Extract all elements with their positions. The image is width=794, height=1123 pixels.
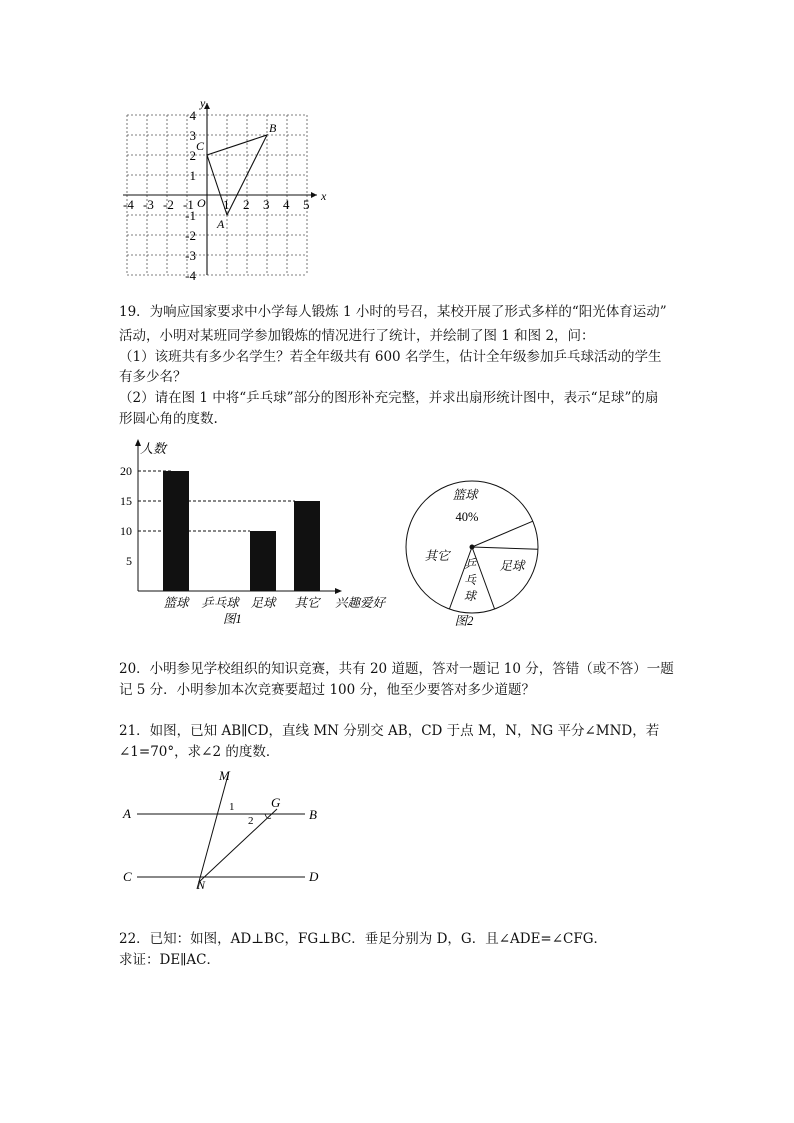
line-ng: [199, 809, 277, 882]
triangle-abc: [196, 121, 277, 231]
pie-label-pingpong-char: 乓: [463, 573, 477, 587]
pie-label-football: 足球: [499, 559, 525, 573]
bar-chart-figure1: [110, 436, 395, 636]
label-d: D: [309, 869, 319, 884]
line-mn: [197, 775, 228, 889]
pie-chart-labels: [424, 488, 526, 628]
q21-line2: ∠1=70°，求∠2 的度数．: [119, 744, 280, 760]
x-tick-label: -1: [183, 197, 194, 212]
pie-chart-title: 图2: [454, 614, 474, 628]
pie-label-basketball: 篮球: [452, 488, 478, 502]
bar-2: [250, 531, 276, 591]
label-n: N: [197, 878, 206, 892]
label-angle-2: 2: [248, 815, 254, 827]
label-a: A: [123, 806, 131, 821]
y-tick-label: 4: [189, 108, 196, 123]
point-b-label: B: [269, 121, 277, 135]
x-tick-label: -4: [123, 197, 134, 212]
q20-line1: 20．小明参见学校组织的知识竞赛，共有 20 道题，答对一题记 10 分，答错（或不答）一题: [119, 661, 674, 677]
x-axis-label: x: [321, 189, 327, 203]
point-a-label: A: [217, 217, 225, 231]
coordinate-grid-figure: [110, 92, 330, 287]
q19-line2: 活动，小明对某班同学参加锻炼的情况进行了统计，并绘制了图 1 和图 2，问：: [119, 328, 595, 344]
label-g: G: [271, 795, 281, 810]
y-tick-label: -2: [185, 228, 196, 243]
pie-label-pingpong-char: 乒: [463, 557, 477, 571]
pie-label-basketball-percent: 40%: [455, 510, 479, 524]
q19-line4: 有多少名？: [119, 369, 187, 385]
label-angle-1: 1: [229, 801, 235, 813]
bar-y-tick-label: 20: [120, 464, 132, 478]
pie-label-pingpong: [464, 557, 478, 603]
pie-center: [470, 545, 475, 550]
bar-chart-bars: [163, 471, 320, 591]
q19-line6: 形圆心角的度数.: [119, 411, 218, 427]
label-m: M: [219, 768, 230, 783]
label-b: B: [309, 807, 317, 822]
bar-category-label: 篮球: [163, 596, 189, 610]
y-axis-label: y: [200, 96, 206, 110]
x-tick-label: -3: [143, 197, 154, 212]
bar-y-tick-label: 15: [120, 494, 132, 508]
bar-y-tick-label: 5: [126, 554, 132, 568]
q19-line1: 19．为响应国家要求中小学每人锻炼 1 小时的号召，某校开展了形式多样的“阳光体育运动”: [119, 304, 667, 320]
pie-label-pingpong-char: 球: [463, 589, 477, 603]
y-tick-label: 3: [189, 128, 196, 143]
bar-y-tick-label: 10: [120, 524, 132, 538]
q19-line3: （1）该班共有多少名学生？若全年级共有 600 名学生，估计全年级参加乒乓球活动的学生: [119, 349, 662, 365]
y-tick-label: -3: [185, 248, 196, 263]
pie-chart-figure2: [400, 480, 545, 630]
q21-line1: 21．如图，已知 AB∥CD，直线 MN 分别交 AB，CD 于点 M，N，NG 平分∠MND，若: [119, 723, 660, 739]
q20-line2: 记 5 分．小明参加本次竞赛要超过 100 分，他至少要答对多少道题？: [119, 682, 536, 698]
pie-slice-edge: [472, 521, 533, 547]
bar-0: [163, 471, 189, 591]
x-tick-label: 5: [303, 197, 310, 212]
parallel-lines-figure: [115, 765, 330, 900]
pie-label-other: 其它: [424, 549, 450, 563]
y-tick-label: -1: [185, 208, 196, 223]
y-tick-label: 1: [189, 168, 196, 183]
y-tick-label: 2: [189, 148, 196, 163]
bar-category-label: 足球: [250, 596, 276, 610]
q22-line1: 22．已知：如图，AD⊥BC，FG⊥BC．垂足分别为 D，G．且∠ADE=∠CFG．: [119, 931, 608, 947]
bar-x-axis-arrow: [335, 588, 342, 594]
bar-3: [294, 501, 320, 591]
bar-category-label: 其它: [294, 596, 320, 610]
point-c-label: C: [196, 139, 205, 153]
bar-category-label: 乒乓球: [201, 596, 239, 610]
x-tick-label: -2: [163, 197, 174, 212]
q22-line2: 求证：DE∥AC．: [119, 952, 220, 968]
x-tick-label: 2: [243, 197, 250, 212]
origin-label: O: [197, 196, 206, 210]
x-tick-label: 4: [283, 197, 290, 212]
bar-x-axis-label: 兴趣爱好: [334, 596, 386, 610]
y-tick-label: -4: [185, 268, 196, 283]
label-c: C: [123, 869, 132, 884]
x-axis-arrow: [311, 192, 317, 198]
x-tick-label: 1: [223, 197, 230, 212]
axes: [123, 103, 317, 275]
q19-line5: （2）请在图 1 中将“乒乓球”部分的图形补充完整，并求出扇形统计图中，表示“足球”的扇: [119, 390, 659, 406]
bar-y-axis-label: 人数: [140, 441, 167, 456]
bar-chart-title: 图1: [223, 612, 242, 626]
pie-slice-edge: [472, 547, 538, 549]
x-tick-label: 3: [263, 197, 270, 212]
